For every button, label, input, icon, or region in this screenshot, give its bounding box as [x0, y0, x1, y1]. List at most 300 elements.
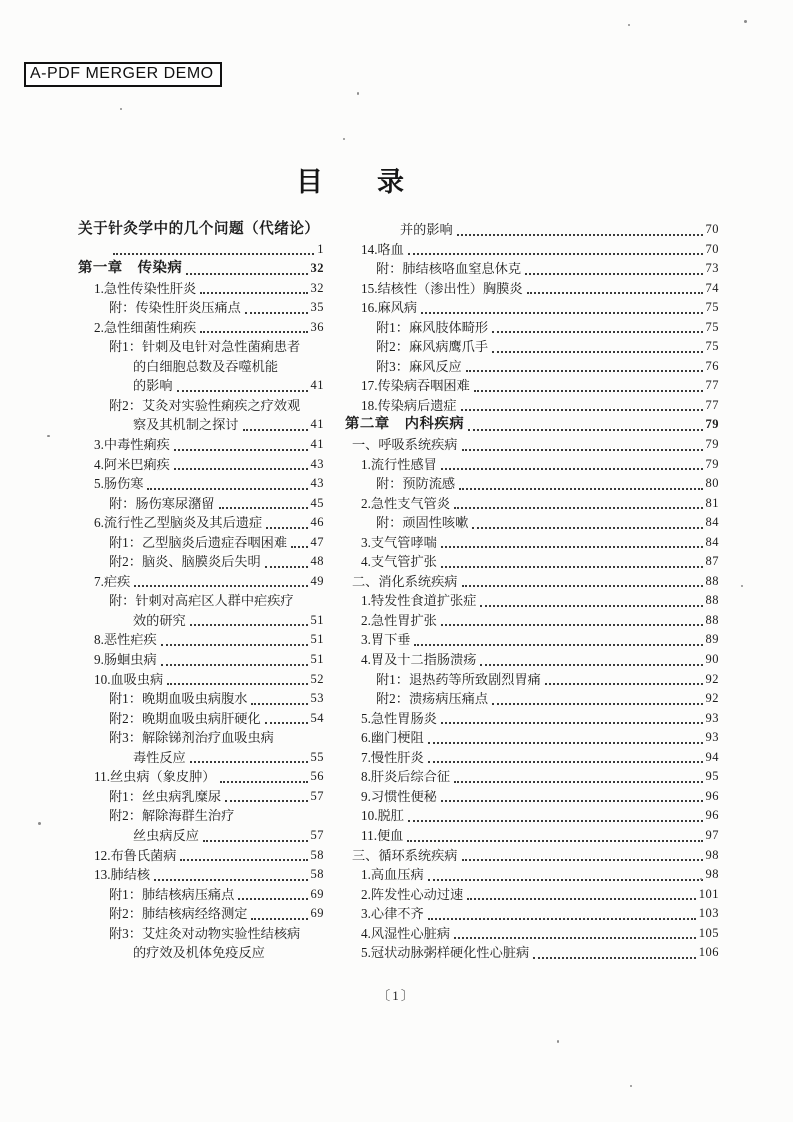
toc-entry-text: 2.急性细菌性痢疾 — [94, 319, 197, 335]
toc-row — [345, 298, 719, 318]
toc-page-number: 97 — [705, 827, 719, 842]
toc-row — [345, 904, 719, 924]
toc-entry-text: 1.特发性食道扩张症 — [361, 593, 477, 609]
toc-row — [345, 474, 719, 494]
toc-row — [78, 220, 324, 240]
toc-page-number: 58 — [310, 847, 324, 862]
toc-row — [345, 826, 719, 846]
dotted-leader — [291, 546, 307, 548]
dotted-leader — [174, 449, 308, 451]
toc-row — [345, 533, 719, 553]
toc-entry-text: 毒性反应 — [133, 749, 186, 765]
dotted-leader — [480, 605, 702, 607]
toc-row — [345, 494, 719, 514]
toc-page-number: 51 — [310, 612, 324, 627]
toc-row — [78, 611, 324, 631]
toc-page-number: 79 — [705, 437, 719, 452]
toc-entry-text: 9.肠蛔虫病 — [94, 652, 157, 668]
toc-entry-text: 14.咯血 — [361, 241, 404, 257]
toc-entry-text: 7.疟疾 — [94, 573, 131, 589]
toc-page-number: 88 — [705, 573, 719, 588]
toc-page-number: 58 — [310, 867, 324, 882]
toc-row — [78, 591, 324, 611]
toc-entry-text: 附1：麻风肢体畸形 — [376, 319, 489, 335]
toc-page-number: 98 — [705, 867, 719, 882]
toc-row — [345, 279, 719, 299]
toc-page-number: 80 — [705, 476, 719, 491]
dotted-leader — [467, 898, 696, 900]
toc-row — [78, 435, 324, 455]
toc-page-number: 88 — [705, 612, 719, 627]
toc-row — [78, 865, 324, 885]
toc-entry-text: 9.习惯性便秘 — [361, 788, 437, 804]
scan-speck — [700, 878, 702, 880]
toc-row — [345, 924, 719, 944]
toc-entry-text: 13.肺结核 — [94, 867, 151, 883]
dotted-leader — [174, 468, 308, 470]
toc-entry-text: 6.幽门梗阻 — [361, 730, 424, 746]
toc-row — [78, 552, 324, 572]
dotted-leader — [462, 859, 703, 861]
toc-entry-text: 17.传染病吞咽困难 — [361, 378, 470, 394]
toc-entry-text: 察及其机制之探讨 — [133, 417, 239, 433]
toc-page-number: 75 — [705, 300, 719, 315]
dotted-leader — [545, 683, 703, 685]
toc-entry-text: 丝虫病反应 — [133, 827, 199, 843]
toc-page-number: 77 — [705, 378, 719, 393]
dotted-leader — [472, 527, 702, 529]
toc-page-number: 51 — [310, 632, 324, 647]
toc-page-number: 101 — [698, 886, 719, 901]
toc-entry-text: 附1：退热药等所致剧烈胃痛 — [376, 671, 541, 687]
toc-page-number: 103 — [698, 906, 719, 921]
toc-page-number: 49 — [310, 573, 324, 588]
toc-entry-text: 附2：麻风病鹰爪手 — [376, 339, 489, 355]
toc-entry-text: 1.流行性感冒 — [361, 456, 437, 472]
dotted-leader — [441, 800, 703, 802]
toc-entry-text: 并的影响 — [400, 222, 453, 237]
dotted-leader — [527, 292, 703, 294]
dotted-leader — [466, 370, 703, 372]
dotted-leader — [219, 507, 308, 509]
toc-row — [78, 904, 324, 924]
toc-entry-text: 附3：解除锑剂治疗血吸虫病 — [109, 730, 274, 746]
toc-entry-text: 附：针刺对高疟区人群中疟疾疗 — [109, 593, 294, 609]
dotted-leader — [161, 644, 308, 646]
toc-row — [78, 337, 324, 357]
dotted-leader — [200, 292, 307, 294]
toc-entry-text: 2.急性支气管炎 — [361, 495, 451, 511]
toc-row — [78, 415, 324, 435]
toc-page-number: 98 — [705, 847, 719, 862]
toc-row — [78, 298, 324, 318]
dotted-leader — [161, 664, 308, 666]
dotted-leader — [441, 546, 703, 548]
toc-row — [78, 846, 324, 866]
toc-row — [345, 709, 719, 729]
toc-row — [78, 572, 324, 592]
toc-page-number: 74 — [705, 280, 719, 295]
dotted-leader — [238, 898, 307, 900]
toc-row — [78, 689, 324, 709]
dotted-leader — [428, 918, 696, 920]
toc-row — [345, 337, 719, 357]
toc-entry-text: 附1：晚期血吸虫病腹水 — [109, 691, 248, 707]
toc-entry-text: 附2：脑炎、脑膜炎后失明 — [109, 554, 261, 570]
toc-row — [78, 474, 324, 494]
toc-row — [78, 670, 324, 690]
toc-page-number: 96 — [705, 808, 719, 823]
dotted-leader — [454, 507, 702, 509]
dotted-leader — [251, 918, 307, 920]
toc-page-number: 106 — [698, 945, 719, 960]
toc-row — [345, 767, 719, 787]
toc-entry-text: 2.急性胃扩张 — [361, 612, 437, 628]
toc-entry-text: 1.急性传染性肝炎 — [94, 280, 197, 296]
toc-entry-text: 附1：乙型脑炎后遗症吞咽困难 — [109, 534, 288, 550]
dotted-leader — [266, 527, 307, 529]
toc-row — [345, 572, 719, 592]
dotted-leader — [492, 331, 702, 333]
toc-page-number: 43 — [310, 456, 324, 471]
toc-entry-text: 6.流行性乙型脑炎及其后遗症 — [94, 515, 263, 531]
toc-entry-text: 12.布鲁氏菌病 — [94, 847, 177, 863]
toc-entry-text: 附3：麻风反应 — [376, 358, 462, 374]
dotted-leader — [441, 624, 703, 626]
toc-page-number: 95 — [705, 769, 719, 784]
toc-row — [78, 494, 324, 514]
toc-row — [345, 846, 719, 866]
dotted-leader — [441, 722, 703, 724]
toc-row — [345, 376, 719, 396]
toc-row — [78, 748, 324, 768]
toc-page-number: 73 — [705, 261, 719, 276]
toc-page-number: 47 — [310, 534, 324, 549]
toc-entry-text: 11.便血 — [361, 827, 404, 843]
toc-page-number: 105 — [698, 925, 719, 940]
toc-row — [345, 670, 719, 690]
toc-page-number: 41 — [310, 378, 324, 393]
toc-entry-text: 5.急性胃肠炎 — [361, 710, 437, 726]
toc-page-number: 90 — [705, 652, 719, 667]
dotted-leader — [180, 859, 307, 861]
toc-row — [345, 885, 719, 905]
toc-entry-text: 附2：解除海群生治疗 — [109, 808, 235, 824]
toc-page-number: 54 — [310, 710, 324, 725]
toc-page-number: 46 — [310, 515, 324, 530]
toc-page-number: 57 — [310, 788, 324, 803]
toc-entry-text: 附：肺结核咯血窒息休克 — [376, 261, 522, 277]
toc-entry-text: 附2：溃疡病压痛点 — [376, 691, 489, 707]
dotted-leader — [167, 683, 307, 685]
toc-row — [345, 396, 719, 416]
toc-page-number: 75 — [705, 339, 719, 354]
toc-page-number: 79 — [705, 417, 719, 432]
toc-entry-text: 第一章 传染病 — [78, 260, 183, 277]
scan-speck — [38, 822, 41, 825]
toc-entry-text: 10.脱肛 — [361, 808, 404, 824]
toc-page-number: 51 — [310, 652, 324, 667]
toc-entry-text: 7.慢性肝炎 — [361, 749, 424, 765]
toc-entry-text: 附：预防流感 — [376, 476, 456, 492]
toc-page-number: 92 — [705, 691, 719, 706]
dotted-leader — [154, 879, 307, 881]
toc-row — [78, 650, 324, 670]
toc-entry-text: 附2：肺结核病经络测定 — [109, 906, 248, 922]
scan-speck — [343, 138, 345, 140]
toc-entry-text: 4.支气管扩张 — [361, 554, 437, 570]
toc-page-number: 76 — [705, 358, 719, 373]
toc-row — [78, 396, 324, 416]
toc-entry-text: 三、循环系统疾病 — [352, 847, 458, 863]
toc-row — [345, 357, 719, 377]
toc-row — [78, 279, 324, 299]
dotted-leader — [245, 312, 308, 314]
toc-page-number: 1 — [317, 241, 324, 256]
toc-page-number: 36 — [310, 319, 324, 334]
toc-entry-text: 附2：晚期血吸虫病肝硬化 — [109, 710, 261, 726]
toc-page-number: 56 — [310, 769, 324, 784]
toc-row — [345, 455, 719, 475]
scan-speck — [557, 1040, 559, 1043]
dotted-leader — [147, 488, 307, 490]
toc-entry-text: 附2：艾灸对实验性痢疾之疗效观 — [109, 397, 301, 413]
toc-page-number: 81 — [705, 495, 719, 510]
toc-row — [345, 513, 719, 533]
toc-column-left — [78, 220, 324, 963]
toc-page-number: 84 — [705, 515, 719, 530]
toc-entry-text: 附：顽固性咳嗽 — [376, 515, 469, 531]
toc-row — [78, 787, 324, 807]
toc-entry-text: 3.中毒性痢疾 — [94, 437, 170, 453]
toc-row — [345, 787, 719, 807]
toc-page-number: 32 — [310, 280, 324, 295]
toc-entry-text: 3.胃下垂 — [361, 632, 411, 648]
dotted-leader — [134, 585, 307, 587]
toc-row — [345, 728, 719, 748]
toc-page-number: 96 — [705, 788, 719, 803]
toc-entry-text: 二、消化系统疾病 — [352, 573, 458, 589]
toc-entry-text: 18.传染病后遗症 — [361, 397, 457, 413]
toc-row — [345, 552, 719, 572]
toc-row — [78, 767, 324, 787]
toc-entry-text: 15.结核性（渗出性）胸膜炎 — [361, 280, 523, 296]
toc-entry-text: 11.丝虫病（象皮肿） — [94, 769, 216, 785]
toc-row — [78, 709, 324, 729]
dotted-leader — [492, 703, 702, 705]
toc-entry-text: 附1：针刺及电针对急性菌痢患者 — [109, 339, 301, 355]
toc-row — [345, 650, 719, 670]
toc-row — [345, 943, 719, 963]
scan-speck — [630, 1085, 632, 1087]
toc-entry-text: 一、呼吸系统疾病 — [352, 437, 458, 453]
toc-page-number: 70 — [705, 222, 719, 236]
dotted-leader — [428, 879, 703, 881]
toc-entry-text: 1.高血压病 — [361, 867, 424, 883]
toc-entry-text: 4.胃及十二指肠溃疡 — [361, 652, 477, 668]
toc-row — [78, 728, 324, 748]
dotted-leader — [525, 273, 702, 275]
toc-page-number: 84 — [705, 534, 719, 549]
toc-row — [78, 240, 324, 260]
toc-page-number: 53 — [310, 691, 324, 706]
toc-page-number: 70 — [705, 241, 719, 256]
dotted-leader — [200, 331, 307, 333]
toc-row — [345, 220, 719, 240]
toc-row — [78, 806, 324, 826]
dotted-leader — [414, 644, 702, 646]
page-title: 目 录 — [296, 167, 404, 197]
dotted-leader — [457, 234, 703, 236]
toc-row — [78, 943, 324, 963]
toc-entry-text: 效的研究 — [133, 612, 186, 628]
toc-row — [78, 318, 324, 338]
dotted-leader — [407, 840, 702, 842]
toc-page-number: 92 — [705, 671, 719, 686]
toc-row — [345, 318, 719, 338]
dotted-leader — [441, 468, 703, 470]
dotted-leader — [225, 800, 307, 802]
toc-entry-text: 附3：艾炷灸对动物实验性结核病 — [109, 925, 301, 941]
toc-row — [78, 533, 324, 553]
toc-entry-text: 附：传染性肝炎压痛点 — [109, 300, 241, 316]
toc-page-number: 48 — [310, 554, 324, 569]
scan-speck — [357, 92, 359, 95]
toc-row — [345, 689, 719, 709]
toc-entry-text: 第二章 内科疾病 — [345, 416, 465, 433]
toc-entry-text: 的影响 — [133, 378, 173, 394]
toc-entry-text: 8.肝炎后综合征 — [361, 769, 451, 785]
dotted-leader — [428, 742, 703, 744]
toc-entry-text: 的疗效及机体免疫反应 — [133, 945, 265, 961]
toc-entry-text: 5.肠伤寒 — [94, 476, 144, 492]
toc-row — [345, 240, 719, 260]
toc-page-number: 55 — [310, 749, 324, 764]
toc-row — [345, 611, 719, 631]
toc-entry-text: 附1：肺结核病压痛点 — [109, 886, 235, 902]
toc-page-number: 75 — [705, 319, 719, 334]
toc-page-number: 93 — [705, 710, 719, 725]
toc-page-number: 45 — [310, 495, 324, 510]
dotted-leader — [492, 351, 702, 353]
scan-speck — [744, 20, 747, 23]
dotted-leader — [203, 840, 308, 842]
dotted-leader — [441, 566, 703, 568]
dotted-leader — [408, 820, 703, 822]
folio-page-number: 〔1〕 — [377, 988, 416, 1003]
toc-row — [345, 415, 719, 435]
toc-page-number: 69 — [310, 886, 324, 901]
scan-speck — [120, 108, 122, 110]
toc-row — [345, 259, 719, 279]
dotted-leader — [177, 390, 308, 392]
toc-page-number: 94 — [705, 749, 719, 764]
toc-page-number: 93 — [705, 730, 719, 745]
dotted-leader — [190, 624, 308, 626]
toc-entry-text: 的白细胞总数及吞噬机能 — [133, 358, 279, 374]
dotted-leader — [462, 585, 703, 587]
toc-entry-text: 4.风湿性心脏病 — [361, 925, 451, 941]
dotted-leader — [459, 488, 702, 490]
pdf-merger-watermark: A-PDF MERGER DEMO — [24, 62, 222, 87]
toc-row — [345, 806, 719, 826]
dotted-leader — [251, 703, 307, 705]
toc-row — [78, 376, 324, 396]
dotted-leader — [408, 253, 703, 255]
toc-page-number: 35 — [310, 300, 324, 315]
scan-speck — [741, 585, 743, 587]
toc-entry-text: 2.阵发性心动过速 — [361, 886, 464, 902]
toc-row — [78, 826, 324, 846]
toc-row — [345, 630, 719, 650]
dotted-leader — [480, 664, 702, 666]
scan-speck — [47, 435, 50, 437]
toc-page-number: 41 — [310, 417, 324, 432]
toc-entry-text: 附：肠伤寒尿潴留 — [109, 495, 215, 511]
toc-row — [345, 748, 719, 768]
dotted-leader — [533, 957, 696, 959]
toc-entry-text: 4.阿米巴痢疾 — [94, 456, 170, 472]
toc-page-number: 41 — [310, 437, 324, 452]
dotted-leader — [428, 761, 703, 763]
toc-row — [78, 630, 324, 650]
toc-page-number: 87 — [705, 554, 719, 569]
toc-entry-text: 8.恶性疟疾 — [94, 632, 157, 648]
dotted-leader — [461, 409, 703, 411]
toc-entry-text: 16.麻风病 — [361, 300, 418, 316]
toc-entry-text: 3.支气管哮喘 — [361, 534, 437, 550]
toc-page-number: 69 — [310, 906, 324, 921]
dotted-leader — [265, 722, 308, 724]
dotted-leader — [186, 273, 307, 275]
toc-page-number: 57 — [310, 827, 324, 842]
toc-row — [78, 455, 324, 475]
toc-row — [78, 885, 324, 905]
dotted-leader — [265, 566, 308, 568]
dotted-leader — [454, 781, 702, 783]
toc-page-number: 43 — [310, 476, 324, 491]
toc-column-right — [345, 220, 719, 963]
toc-page-number: 89 — [705, 632, 719, 647]
dotted-leader — [462, 449, 703, 451]
toc-entry-text: 关于针灸学中的几个问题（代绪论） — [78, 221, 320, 237]
toc-page-number: 32 — [310, 261, 324, 276]
toc-row — [345, 591, 719, 611]
toc-page-number: 77 — [705, 397, 719, 412]
toc-row — [78, 924, 324, 944]
toc-page-number: 88 — [705, 593, 719, 608]
dotted-leader — [190, 761, 308, 763]
toc-entry-text: 5.冠状动脉粥样硬化性心脏病 — [361, 945, 530, 961]
dotted-leader — [468, 429, 702, 431]
dotted-leader — [243, 429, 308, 431]
scan-speck — [628, 24, 630, 26]
toc-entry-text: 3.心律不齐 — [361, 906, 424, 922]
toc-page-number: 52 — [310, 671, 324, 686]
toc-row — [78, 357, 324, 377]
dotted-leader — [113, 253, 314, 255]
toc-row — [78, 513, 324, 533]
toc-page-number: 79 — [705, 456, 719, 471]
dotted-leader — [220, 781, 308, 783]
toc-row — [345, 865, 719, 885]
toc-entry-text: 10.血吸虫病 — [94, 671, 164, 687]
dotted-leader — [474, 390, 703, 392]
toc-row — [345, 435, 719, 455]
dotted-leader — [454, 937, 696, 939]
dotted-leader — [421, 312, 702, 314]
toc-row — [78, 259, 324, 279]
